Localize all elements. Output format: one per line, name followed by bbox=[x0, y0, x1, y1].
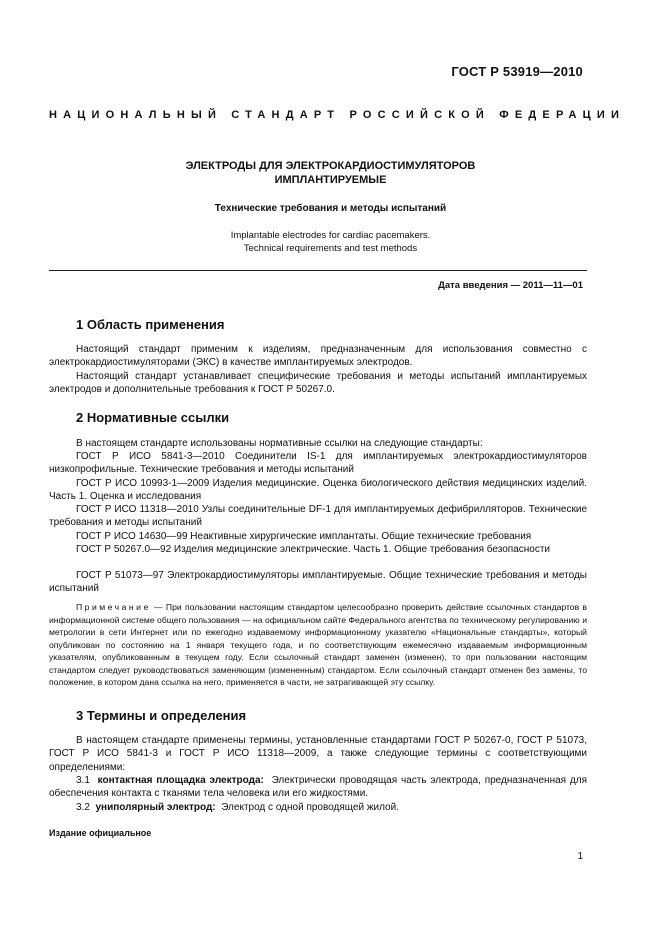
section1-paragraph1-text: Настоящий стандарт применим к изделиям, предназначенным для использования совместно с электрокардиостимуляторами (ЭКС) в качестве имплантируемых электродов. bbox=[49, 344, 587, 369]
term-text: Электрод с одной проводящей жилой. bbox=[221, 802, 399, 813]
reference-text: ГОСТ Р ИСО 11318—2010 Узлы соединительные DF-1 для имплантируемых дефибрилляторов. Технические требования и методы испытаний bbox=[49, 504, 587, 529]
section1-paragraph2 bbox=[49, 370, 587, 397]
section2-intro-text: В настоящем стандарте использованы нормативные ссылки на следующие стандарты: bbox=[76, 438, 483, 449]
section2-intro bbox=[49, 437, 587, 450]
reference-item bbox=[49, 477, 587, 504]
section3-heading: 3 Термины и определения bbox=[76, 708, 247, 723]
reference-text: ГОСТ Р ИСО 5841-3—2010 Соединители IS-1 для имплантируемых электрокардиостимуляторов низкопрофильные. Технические требования и методы испытаний bbox=[49, 451, 587, 476]
document-code: ГОСТ Р 53919—2010 bbox=[451, 64, 583, 79]
national-standard-banner: НАЦИОНАЛЬНЫЙ СТАНДАРТ РОССИЙСКОЙ ФЕДЕРАЦИИ bbox=[49, 109, 626, 121]
section3-intro-text: В настоящем стандарте применены термины, установленные стандартами ГОСТ Р 50267-0, ГОСТ Р 51073, ГОСТ Р ИСО 5841-3 и ГОСТ Р ИСО 11318—2009, а также следующие термины с соответствующими определениями: bbox=[49, 735, 587, 773]
term-name: униполярный электрод: bbox=[95, 802, 216, 813]
references-note bbox=[49, 601, 587, 689]
standard-title-line2: ИМПЛАНТИРУЕМЫЕ bbox=[274, 174, 387, 186]
note-label: Примечание bbox=[76, 602, 151, 612]
official-edition-label: Издание официальное bbox=[49, 828, 152, 838]
page-number: 1 bbox=[577, 851, 583, 862]
standard-title-line1: ЭЛЕКТРОДЫ ДЛЯ ЭЛЕКТРОКАРДИОСТИМУЛЯТОРОВ bbox=[185, 160, 476, 172]
reference-item bbox=[49, 543, 587, 556]
section3-intro bbox=[49, 734, 587, 774]
reference-item bbox=[49, 569, 587, 596]
standard-subtitle: Технические требования и методы испытаний bbox=[214, 203, 447, 214]
section1-heading: 1 Область применения bbox=[76, 317, 225, 332]
english-title-line2: Technical requirements and test methods bbox=[243, 243, 418, 254]
section1-paragraph1 bbox=[49, 343, 587, 370]
reference-text: ГОСТ Р ИСО 10993-1—2009 Изделия медицинские. Оценка биологического действия медицинских изделий. Часть 1. Оценка и исследования bbox=[49, 478, 587, 503]
reference-text: ГОСТ Р 50267.0—92 Изделия медицинские электрические. Часть 1. Общие требования безопасности bbox=[76, 544, 550, 555]
reference-item bbox=[49, 503, 587, 530]
section2-heading: 2 Нормативные ссылки bbox=[76, 410, 230, 425]
english-title-line1: Implantable electrodes for cardiac pacemakers. bbox=[230, 230, 431, 241]
reference-item bbox=[49, 530, 587, 543]
section1-paragraph2-text: Настоящий стандарт устанавливает специфические требования и методы испытаний имплантируемых электродов и дополнительные требования к ГОСТ Р 50267.0. bbox=[49, 371, 587, 396]
title-divider bbox=[49, 270, 587, 271]
term-number: 3.2 bbox=[76, 802, 90, 813]
term-number: 3.1 bbox=[76, 775, 90, 786]
reference-text: ГОСТ Р 51073—97 Электрокардиостимуляторы имплантируемые. Общие технические требования и методы испытаний bbox=[49, 570, 587, 595]
introduction-date: Дата введения — 2011—11—01 bbox=[438, 280, 583, 291]
note-text: — При пользовании настоящим стандартом целесообразно проверить действие ссылочных стандартов в информационной системе общего пользования — на официальном сайте Федерального агентства по техническому регулированию и метрологии в сети Интернет или по ежегодно издаваемому информационному указателю «Национальные стандарты», который опубликован по состоянию на 1 января текущего года, и по соответствующим ежемесячно издаваемым информационным указателям, опубликованным в текущем году. Если ссылочный стандарт заменен (изменен), то при пользовании настоящим стандартом следует руководствоваться заменяющим (измененным) стандартом. Если ссылочный стандарт отменен без замены, то положение, в котором дана ссылка на него, применяется в части, не затрагивающей эту ссылку. bbox=[49, 602, 587, 687]
term-definition bbox=[49, 774, 587, 801]
reference-text: ГОСТ Р ИСО 14630—99 Неактивные хирургические имплантаты. Общие технические требования bbox=[76, 531, 532, 542]
reference-item bbox=[49, 450, 587, 477]
term-name: контактная площадка электрода: bbox=[97, 775, 264, 786]
term-definition bbox=[49, 801, 587, 814]
term-text: Электрически проводящая часть электрода, предназначенная для обеспечения контакта с тканями тела человека или его жидкостями. bbox=[49, 775, 588, 800]
